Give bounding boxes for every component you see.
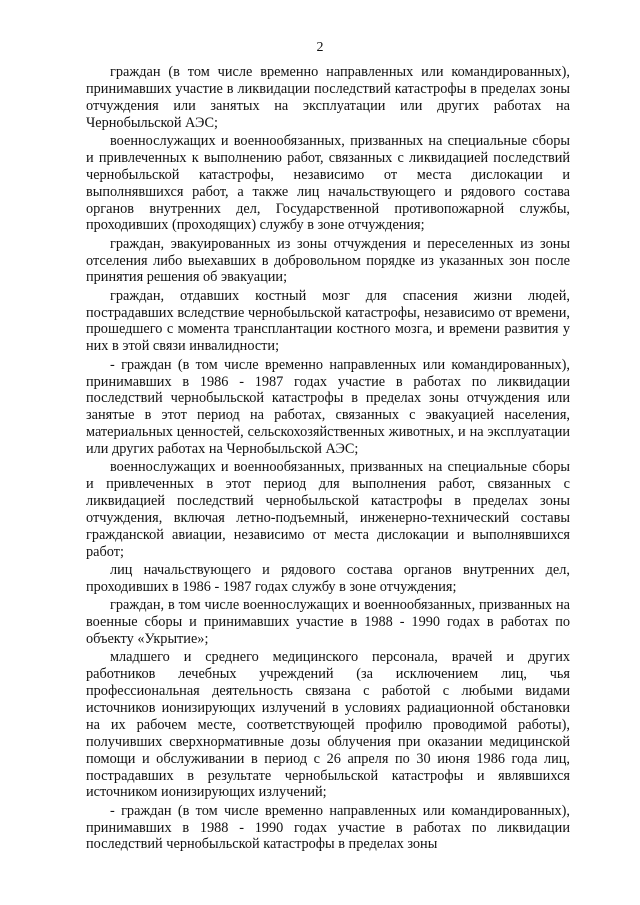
paragraph: - граждан (в том числе временно направленных или командированных), принимавших в 1986 - 1987 годах участие в работах по ликвидации последствий чернобыльской катастрофы в пределах зоны отчуждения или занятые в этот период на работах, связанных с эвакуацией населения, материальных ценностей, сельскохозяйственных животных, и на эксплуатации или других работах на Чернобыльской АЭС;: [86, 356, 570, 458]
paragraph: младшего и среднего медицинского персонала, врачей и других работников лечебных учреждений (за исключением лиц, чья профессиональная деятельность связана с работой с любыми видами источников ионизирующих излучений в условиях радиационной обстановки на их рабочем месте, соответствующей профилю проводимой работы), получивших сверхнормативные дозы облучения при оказании медицинской помощи и обслуживании в период с 26 апреля по 30 июня 1986 года лиц, пострадавших в результате чернобыльской катастрофы и являвшихся источником ионизирующих излучений;: [86, 649, 570, 801]
paragraph: военнослужащих и военнообязанных, призванных на специальные сборы и привлеченных к выполнению работ, связанных с ликвидацией последствий чернобыльской катастрофы, независимо от места дислокации и выполнявшихся работ, а также лиц начальствующего и рядового состава органов внутренних дел, Государственной противопожарной службы, проходивших (проходящих) службу в зоне отчуждения;: [86, 132, 570, 234]
paragraph: граждан (в том числе временно направленных или командированных), принимавших участие в ликвидации последствий катастрофы в пределах зоны отчуждения или занятых на эксплуатации или других работах на Чернобыльской АЭС;: [86, 64, 570, 131]
paragraph: - граждан (в том числе временно направленных или командированных), принимавших в 1988 - 1990 годах участие в работах по ликвидации последствий чернобыльской катастрофы в пределах зоны: [86, 802, 570, 853]
document-body: [86, 64, 570, 855]
paragraph: граждан, в том числе военнослужащих и военнообязанных, призванных на военные сборы и принимавших участие в 1988 - 1990 годах в работах по объекту «Укрытие»;: [86, 597, 570, 647]
page-number: 2: [316, 40, 324, 55]
paragraph: граждан, эвакуированных из зоны отчуждения и переселенных из зоны отселения либо выехавших в добровольном порядке из указанных зон после принятия решения об эвакуации;: [86, 235, 570, 286]
paragraph: военнослужащих и военнообязанных, призванных на специальные сборы и привлеченных в этот период для выполнения работ, связанных с ликвидацией последствий чернобыльской катастрофы в пределах зоны отчуждения, включая летно-подъемный, инженерно-технический составы гражданской авиации, независимо от места дислокации и выполнявшихся работ;: [86, 459, 570, 560]
paragraph: лиц начальствующего и рядового состава органов внутренних дел, проходивших в 1986 - 1987 годах службу в зоне отчуждения;: [86, 562, 570, 595]
paragraph: граждан, отдавших костный мозг для спасения жизни людей, пострадавших вследствие чернобыльской катастрофы, независимо от времени, прошедшего с момента трансплантации костного мозга, и времени развития у них в этой связи инвалидности;: [86, 287, 570, 355]
